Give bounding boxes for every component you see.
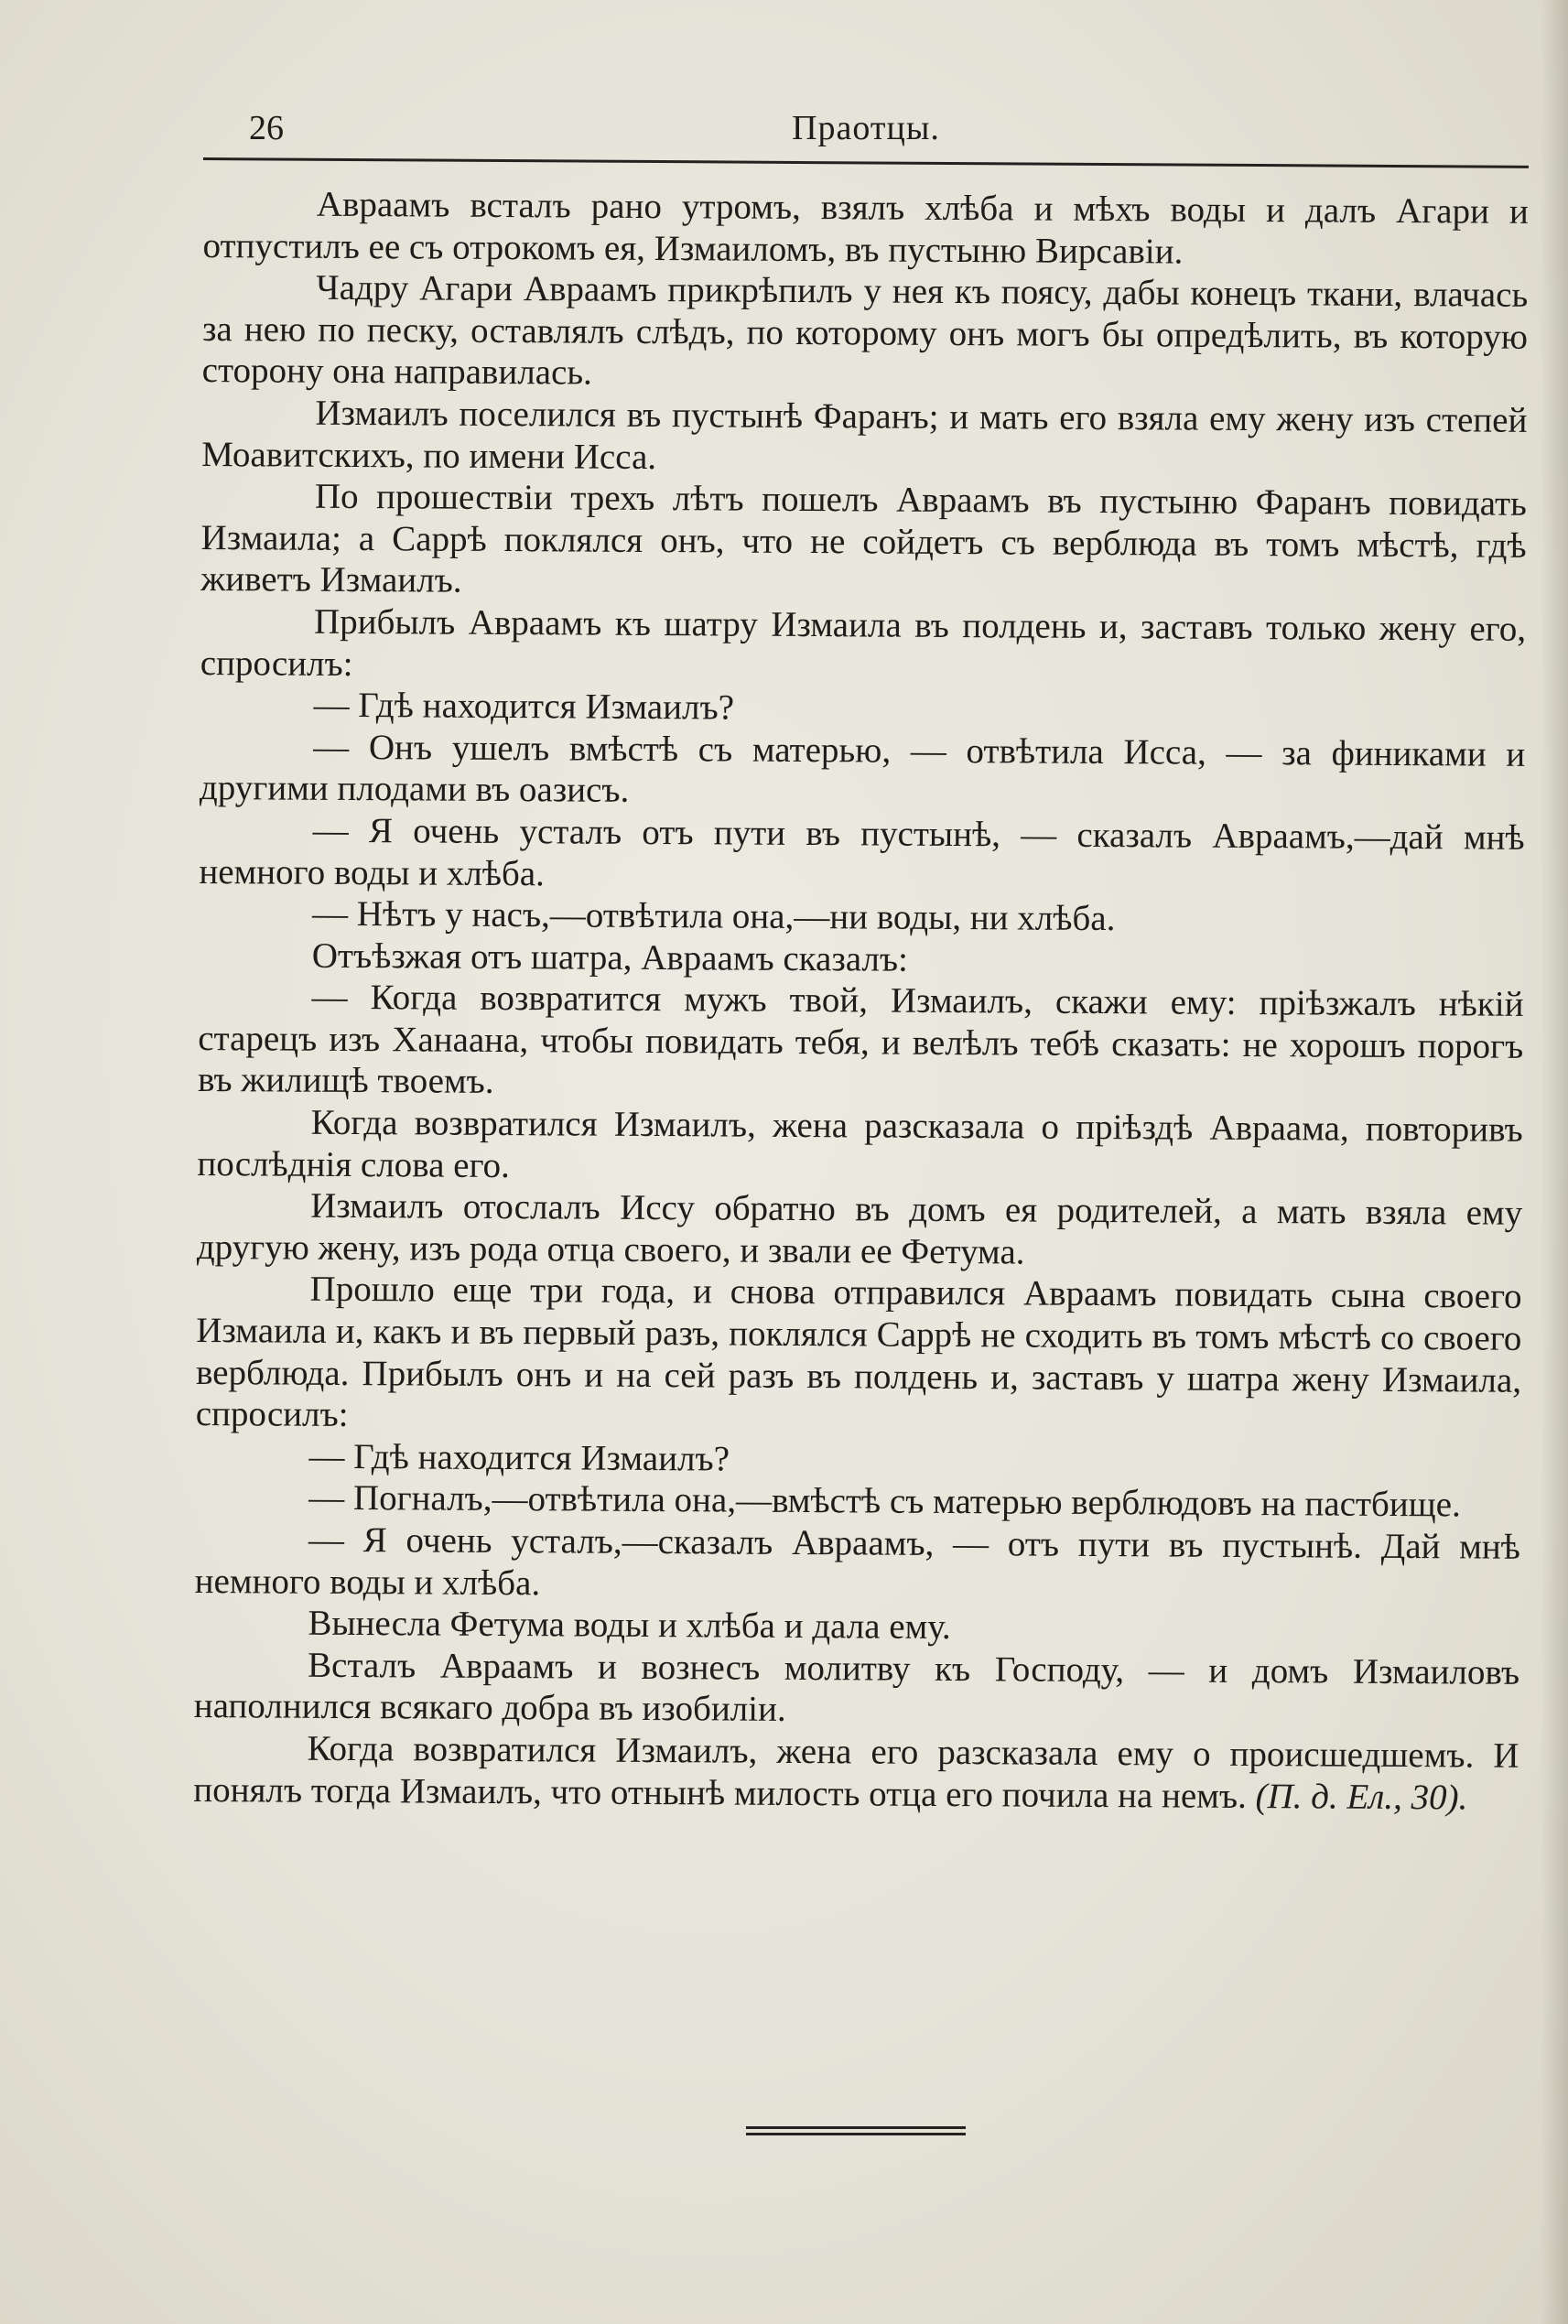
paragraph: Прошло еще три года, и снова отправился Авраамъ повидать сына своего Измаила и, какъ и въ первый разъ, поклялся Саррѣ не сходить въ томъ мѣстѣ со своего верблюда. Прибылъ онъ и на сей разъ въ полдень и, заставъ у шатра жену Измаила, спросилъ: [195,1270,1522,1435]
header-rule [203,157,1529,168]
source-citation: (П. д. Ел., 30). [1255,1776,1468,1818]
paragraph: Измаилъ отослалъ Иссу обратно въ домъ ея родителей, а мать взяла ему другую жену, изъ рода отца своего, и звали ее Фетума. [196,1185,1523,1272]
end-double-rule [746,2126,966,2135]
dialogue-line: — Погналъ,—отвѣтила она,—вмѣстѣ съ матерью верблюдовъ на пастбище. [308,1478,1461,1525]
page-edge-shadow [1541,0,1568,2324]
page-header [203,108,1529,150]
dialogue-line: — Я очень усталъ отъ пути въ пустынѣ, — сказалъ Авраамъ,—дай мнѣ немного воды и хлѣба. [199,810,1525,893]
dialogue-line: — Я очень усталъ,—сказалъ Авраамъ, — отъ пути въ пустынѣ. Дай мнѣ немного воды и хлѣба. [194,1519,1521,1603]
running-title: Праотцы. [792,109,940,147]
paragraph: По прошествіи трехъ лѣтъ пошелъ Авраамъ въ пустыню Фаранъ повидать Измаила; а Саррѣ поклялся онъ, что не сойдетъ съ верблюда въ томъ мѣстѣ, гдѣ живетъ Измаилъ. [200,476,1528,601]
dialogue-line: — Нѣтъ у насъ,—отвѣтила она,—ни воды, ни хлѣба. [311,893,1116,939]
closing-paragraph [193,1727,1519,1819]
dialogue-line: — Онъ ушелъ вмѣстѣ съ матерью, — отвѣтила Исса, — за финиками и другими плодами въ оазисъ. [199,727,1526,811]
paragraph: Авраамъ всталъ рано утромъ, взялъ хлѣба и мѣхъ воды и далъ Агари и отпустилъ ее съ отрокомъ ея, Измаиломъ, въ пустыню Вирсавіи. [202,184,1529,272]
dialogue-line: — Гдѣ находится Измаилъ? [313,685,735,728]
paragraph: Измаилъ поселился въ пустынѣ Фаранъ; и мать его взяла ему жену изъ степей Моавитскихъ, по имени Исса. [201,393,1528,477]
dialogue-line: — Гдѣ находится Измаилъ? [308,1436,730,1479]
closing-paragraph-text: Когда возвратился Измаилъ, жена его разсказала ему о происшедшемъ. И понялъ тогда Измаилъ, что отнынѣ милость отца его почила на немъ. [193,1728,1519,1816]
paragraph: Вынесла Фетума воды и хлѣба и дала ему. [308,1603,951,1648]
paragraph: Чадру Агари Авраамъ прикрѣпилъ у нея къ поясу, дабы конецъ ткани, влачась за нею по песку, оставлялъ слѣдъ, по которому онъ могъ бы опредѣлить, въ которую сторону она направилась. [201,267,1529,393]
page-number: 26 [249,109,284,147]
dialogue-line: — Когда возвратится мужъ твой, Измаилъ, скажи ему: пріѣзжалъ нѣкій старецъ изъ Ханаана, чтобы повидать тебя, и велѣлъ тебѣ сказать: не хорошъ порогъ въ жилищѣ твоемъ. [197,978,1524,1102]
body-text [193,183,1529,1819]
paragraph: Когда возвратился Измаилъ, жена разсказала о пріѣздѣ Авраама, повторивъ послѣднія слова его. [197,1102,1523,1185]
paragraph: Всталъ Авраамъ и вознесъ молитву къ Господу, — и домъ Измаиловъ наполнился всякаго добра въ изобиліи. [193,1645,1520,1730]
paragraph: Отъѣзжая отъ шатра, Авраамъ сказалъ: [311,935,909,979]
paragraph: Прибылъ Авраамъ къ шатру Измаила въ полдень и, заставъ только жену его, спросилъ: [200,601,1527,684]
